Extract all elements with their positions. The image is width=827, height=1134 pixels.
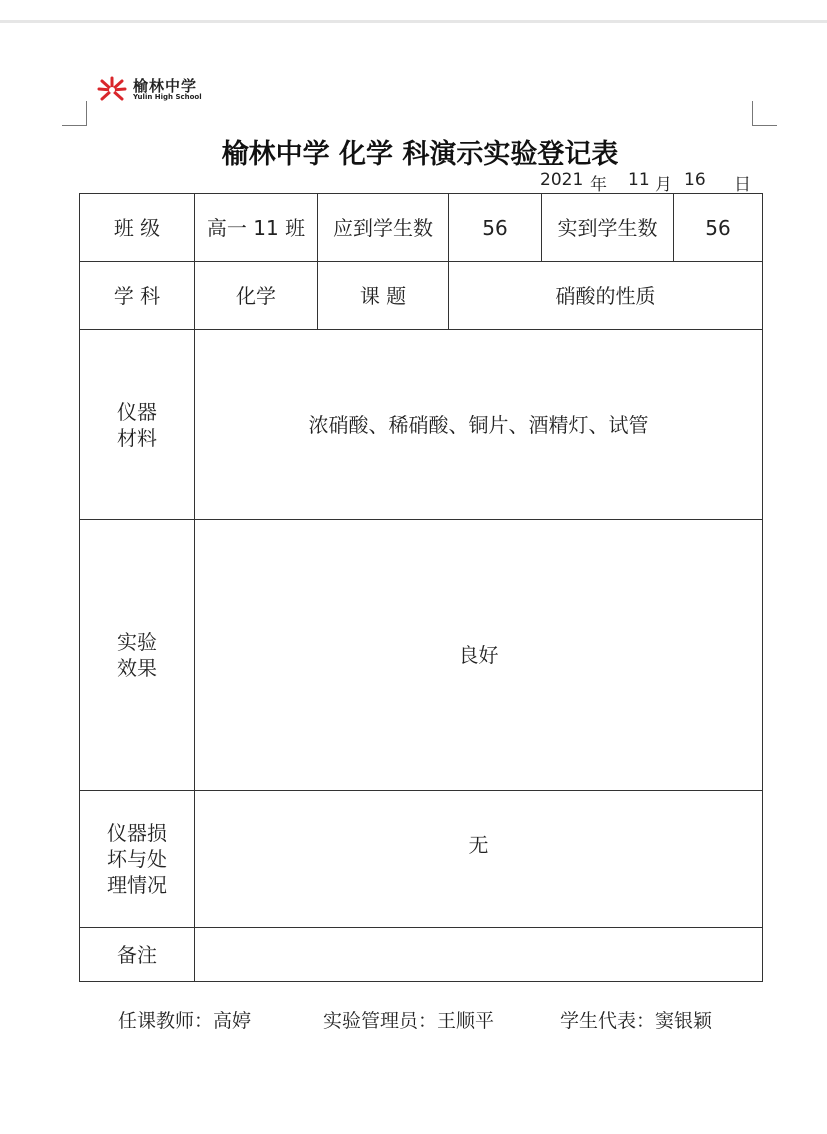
table-row [80, 928, 763, 982]
teacher-signature: 任课教师：高婷 [118, 1010, 252, 1032]
student-rep-signature: 学生代表：窦银颖 [560, 1010, 713, 1032]
logo-text: 榆林中学 [133, 77, 198, 95]
notes-label: 备注 [80, 928, 195, 982]
effect-label-line: 实验 [117, 630, 157, 654]
date-day: 16 [684, 170, 706, 190]
page-title: 榆林中学 化学 科演示实验登记表 [221, 139, 619, 170]
date-year: 2021 [540, 170, 584, 190]
subject-label: 学 科 [80, 262, 195, 330]
subject-value: 化学 [195, 262, 318, 330]
damage-label-line: 理情况 [107, 873, 167, 897]
school-logo-icon [95, 75, 129, 105]
table-row [80, 520, 763, 791]
damage-label-line: 仪器损 [107, 821, 167, 845]
actual-students-value: 56 [674, 194, 763, 262]
expected-students-value: 56 [449, 194, 542, 262]
table-row [80, 194, 763, 262]
logo-subtext: Yulin High School [133, 93, 202, 101]
equipment-label-line: 仪器 [117, 399, 157, 424]
topic-value: 硝酸的性质 [449, 262, 763, 330]
notes-value [195, 928, 763, 982]
top-bar [0, 0, 827, 23]
class-label: 班 级 [80, 194, 195, 262]
table-row [80, 791, 763, 928]
effect-label-line: 效果 [117, 656, 157, 680]
date-day-unit: 日 [734, 175, 751, 195]
topic-label: 课 题 [318, 262, 449, 330]
crop-mark-left [62, 101, 87, 126]
expected-students-label: 应到学生数 [318, 194, 449, 262]
table-row [80, 262, 763, 330]
equipment-value: 浓硝酸、稀硝酸、铜片、酒精灯、试管 [195, 330, 763, 520]
effect-value: 良好 [195, 520, 763, 791]
table-row [80, 330, 763, 520]
date-month: 11 [628, 170, 650, 190]
damage-value: 无 [195, 791, 763, 928]
date-year-unit: 年 [590, 175, 607, 195]
registration-form-table [79, 193, 763, 982]
effect-label [80, 520, 195, 791]
damage-label [80, 791, 195, 928]
manager-signature: 实验管理员：王顺平 [323, 1010, 495, 1032]
school-logo [95, 75, 225, 105]
class-value: 高一 11 班 [195, 194, 318, 262]
crop-mark-right [752, 101, 777, 126]
actual-students-label: 实到学生数 [542, 194, 674, 262]
damage-label-line: 坏与处 [107, 847, 167, 871]
date-month-unit: 月 [655, 175, 672, 195]
equipment-label [80, 330, 195, 520]
equipment-label-line: 材料 [117, 425, 157, 450]
